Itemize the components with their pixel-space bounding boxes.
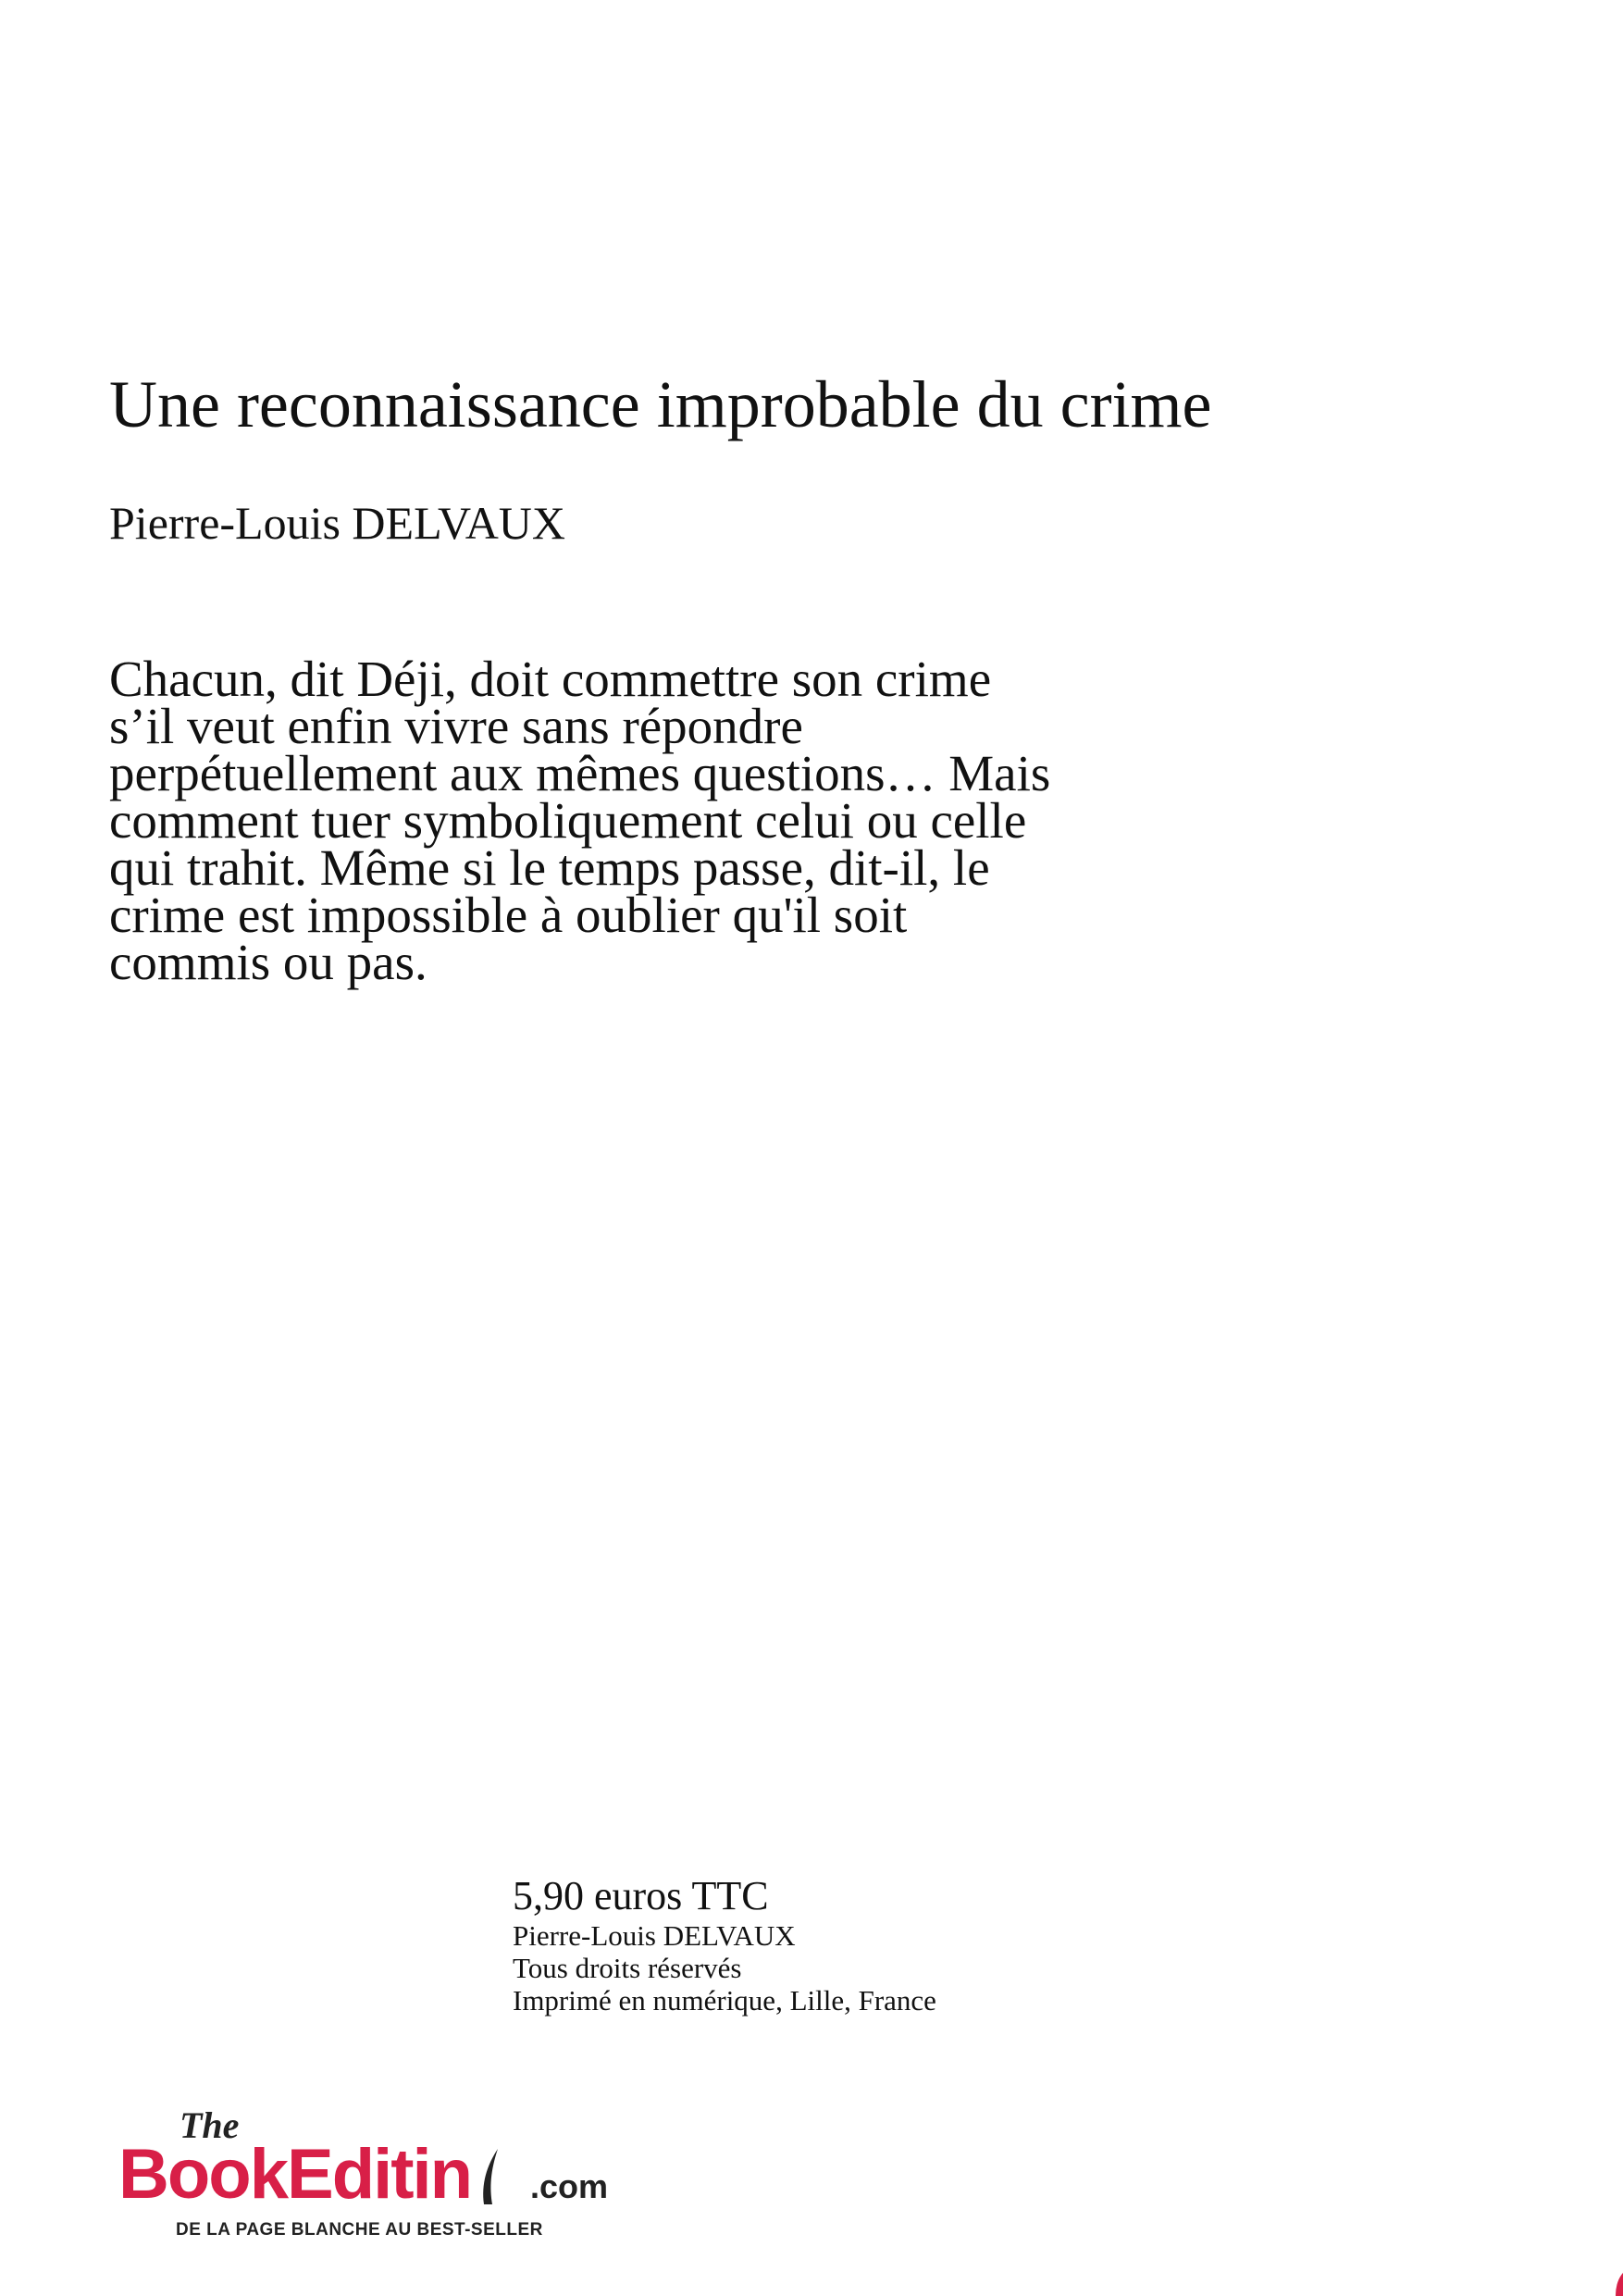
colophon-author: Pierre-Louis DELVAUX (513, 1919, 796, 1952)
book-author: Pierre-Louis DELVAUX (109, 497, 566, 549)
print-notice: Imprimé en numérique, Lille, France (513, 1984, 936, 2017)
corner-mark (1616, 2267, 1623, 2296)
back-cover-blurb (109, 651, 1257, 990)
blurb-line: s’il veut enfin vivre sans répondre (109, 698, 803, 754)
logo-tagline: DE LA PAGE BLANCHE AU BEST-SELLER (176, 2220, 543, 2240)
blurb-line: perpétuellement aux mêmes questions… Mais (109, 745, 1051, 801)
blurb-line: comment tuer symboliquement celui ou celle (109, 792, 1027, 849)
rights-notice: Tous droits réservés (513, 1952, 742, 1984)
blurb-line: commis ou pas. (109, 934, 427, 990)
price: 5,90 euros TTC (513, 1873, 769, 1918)
blurb-line: qui trahit. Même si le temps passe, dit-il, le (109, 839, 990, 896)
logo-domain-text: .com (530, 2167, 609, 2205)
logo-brand-text: BookEditin (118, 2135, 472, 2214)
blurb-line: crime est impossible à oublier qu'il soit (109, 887, 908, 943)
logo-the-text: The (180, 2104, 240, 2146)
colophon (513, 1873, 936, 2017)
publisher-logo (118, 2101, 674, 2249)
quill-icon (483, 2149, 498, 2204)
book-title: Une reconnaissance improbable du crime (109, 367, 1212, 441)
blurb-line: Chacun, dit Déji, doit commettre son crime (109, 651, 992, 707)
publisher-logo-graphic (118, 2101, 674, 2249)
